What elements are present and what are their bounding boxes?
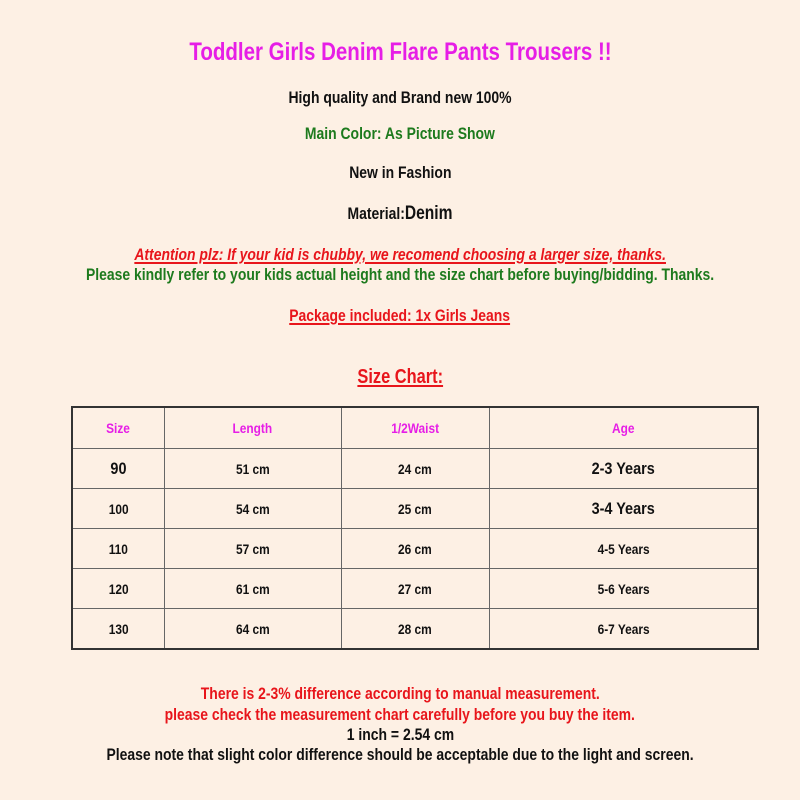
attention-line: Attention plz: If your kid is chubby, we recomend choosing a larger size, thanks. xyxy=(134,245,666,264)
package-line: Package included: 1x Girls Jeans xyxy=(289,306,511,325)
cell-age: 6-7 Years xyxy=(489,609,758,650)
cell-size: 90 xyxy=(72,449,164,489)
size-chart-heading: Size Chart: xyxy=(357,366,443,388)
table-row xyxy=(72,569,758,609)
cell-age: 4-5 Years xyxy=(489,529,758,569)
cell-waist: 26 cm xyxy=(341,529,489,569)
material-line xyxy=(0,203,800,225)
cell-size: 110 xyxy=(72,529,164,569)
header-length: Length xyxy=(164,407,341,449)
cell-length: 54 cm xyxy=(164,489,341,529)
cell-length: 51 cm xyxy=(164,449,341,489)
cell-waist: 25 cm xyxy=(341,489,489,529)
material-label: Material: xyxy=(347,204,405,223)
cell-waist: 28 cm xyxy=(341,609,489,650)
quality-line: High quality and Brand new 100% xyxy=(288,88,512,107)
header-size: Size xyxy=(72,407,164,449)
cell-age: 3-4 Years xyxy=(489,489,758,529)
color-note: Please note that slight color difference should be acceptable due to the light and screen. xyxy=(106,745,694,764)
cell-waist: 24 cm xyxy=(341,449,489,489)
table-row xyxy=(72,449,758,489)
refer-line: Please kindly refer to your kids actual height and the size chart before buying/bidding. Thanks. xyxy=(85,265,715,284)
table-row xyxy=(72,529,758,569)
cell-size: 130 xyxy=(72,609,164,650)
material-value: Denim xyxy=(404,203,453,224)
cell-age: 5-6 Years xyxy=(489,569,758,609)
table-row xyxy=(72,609,758,650)
main-color-line: Main Color: As Picture Show xyxy=(304,124,496,143)
header-waist: 1/2Waist xyxy=(341,407,489,449)
cell-size: 120 xyxy=(72,569,164,609)
cell-length: 57 cm xyxy=(164,529,341,569)
cell-length: 64 cm xyxy=(164,609,341,650)
inch-note: 1 inch = 2.54 cm xyxy=(346,725,454,744)
fashion-line: New in Fashion xyxy=(348,163,452,182)
table-header-row xyxy=(72,407,758,449)
cell-size: 100 xyxy=(72,489,164,529)
size-chart-table xyxy=(71,406,759,650)
difference-note: There is 2-3% difference according to manual measurement. xyxy=(200,684,600,703)
cell-length: 61 cm xyxy=(164,569,341,609)
check-note: please check the measurement chart carefully before you buy the item. xyxy=(164,705,636,724)
table-row xyxy=(72,489,758,529)
cell-waist: 27 cm xyxy=(341,569,489,609)
product-title: Toddler Girls Denim Flare Pants Trousers !! xyxy=(188,38,612,66)
cell-age: 2-3 Years xyxy=(489,449,758,489)
header-age: Age xyxy=(489,407,758,449)
